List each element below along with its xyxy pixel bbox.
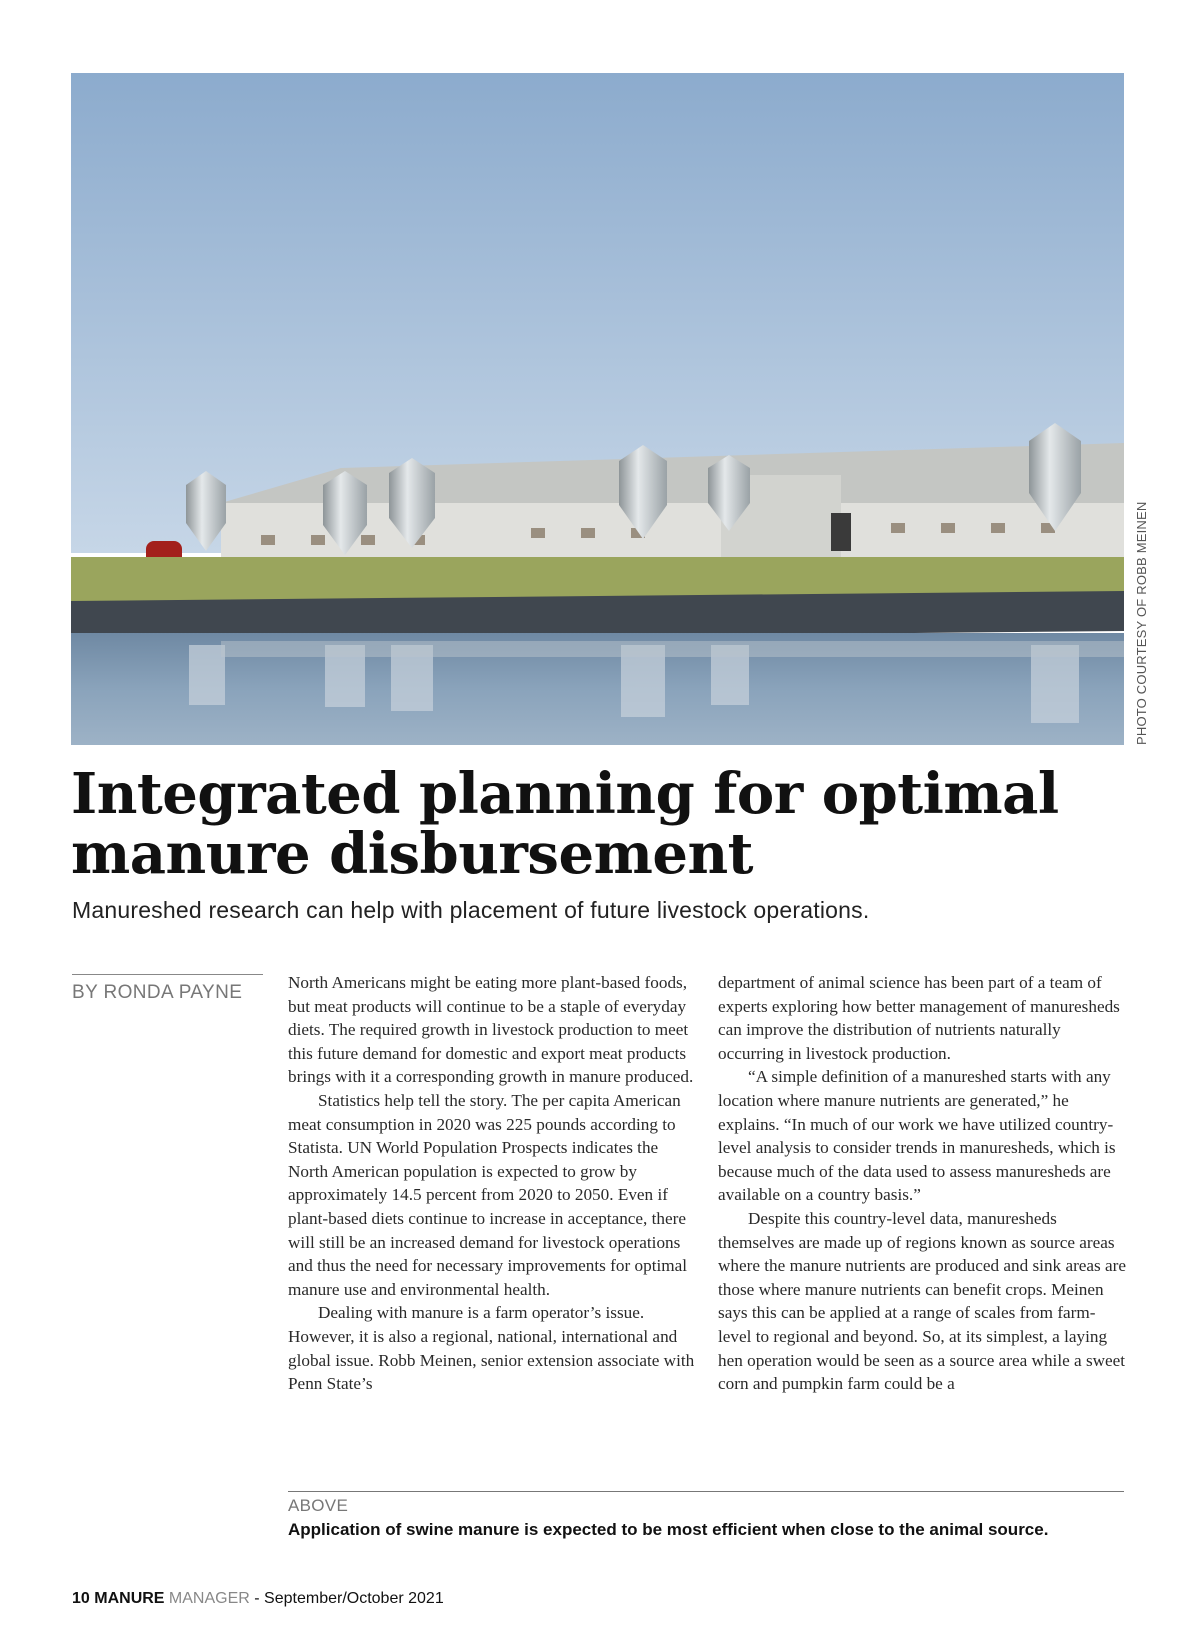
headline	[71, 761, 1151, 887]
body-column-2	[718, 971, 1128, 1396]
brand-bold: MANURE	[94, 1590, 165, 1607]
page-footer	[72, 1590, 444, 1608]
paragraph: Dealing with manure is a farm operator’s issue. However, it is also a regional, national, international and global issue. Robb Meinen, senior extension associate with Penn State’s	[288, 1303, 695, 1394]
byline: BY RONDA PAYNE	[72, 982, 243, 1003]
issue-date: - September/October 2021	[254, 1590, 444, 1607]
caption-label: ABOVE	[288, 1496, 349, 1515]
photo-credit: PHOTO COURTESY OF ROBB MEINEN	[1134, 501, 1149, 745]
paragraph: “A simple definition of a manureshed starts with any location where manure nutrients are generated,” he explains. “In much of our work we have utilized country-level analysis to consider trends in manuresheds, which is because much of the data used to assess manuresheds are available on a country basis.”	[718, 1067, 1116, 1205]
paragraph: North Americans might be eating more plant-based foods, but meat products will continue to be a staple of everyday diets. The required growth in livestock production to meet this future demand for domestic and export meat products brings with it a corresponding growth in manure produced.	[288, 973, 694, 1087]
page-number: 10	[72, 1590, 90, 1607]
paragraph: Statistics help tell the story. The per capita American meat consumption in 2020 was 225 pounds according to Statista. UN World Population Prospects indicates the North American population is expected to grow by approximately 14.5 percent from 2020 to 2050. Even if plant-based diets continue to increase in acceptance, there will still be an increased demand for livestock operations and thus the need for necessary improvements for optimal manure use and environmental health.	[288, 1090, 688, 1299]
brand-light: MANAGER	[168, 1590, 250, 1607]
caption-text: Application of swine manure is expected to be most efficient when close to the animal source.	[288, 1520, 1049, 1539]
hero-photo	[71, 73, 1124, 745]
byline-rule	[72, 974, 263, 975]
deck: Manureshed research can help with placement of future livestock operations.	[72, 897, 870, 923]
headline-line-1: Integrated planning for optimal	[71, 761, 1059, 827]
caption-rule	[288, 1491, 1124, 1492]
body-column-1	[288, 971, 698, 1396]
headline-line-2: manure disbursement	[71, 821, 754, 887]
paragraph: department of animal science has been part of a team of experts exploring how better management of manuresheds can improve the distribution of nutrients naturally occurring in livestock production.	[718, 973, 1120, 1063]
paragraph: Despite this country-level data, manuresheds themselves are made up of regions known as source areas where the manure nutrients are produced and sink areas are those where manure nutrients can benefit crops. Meinen says this can be applied at a range of scales from farm-level to regional and beyond. So, at its simplest, a laying hen operation would be seen as a source area while a sweet corn and pumpkin farm could be a	[718, 1208, 1127, 1394]
